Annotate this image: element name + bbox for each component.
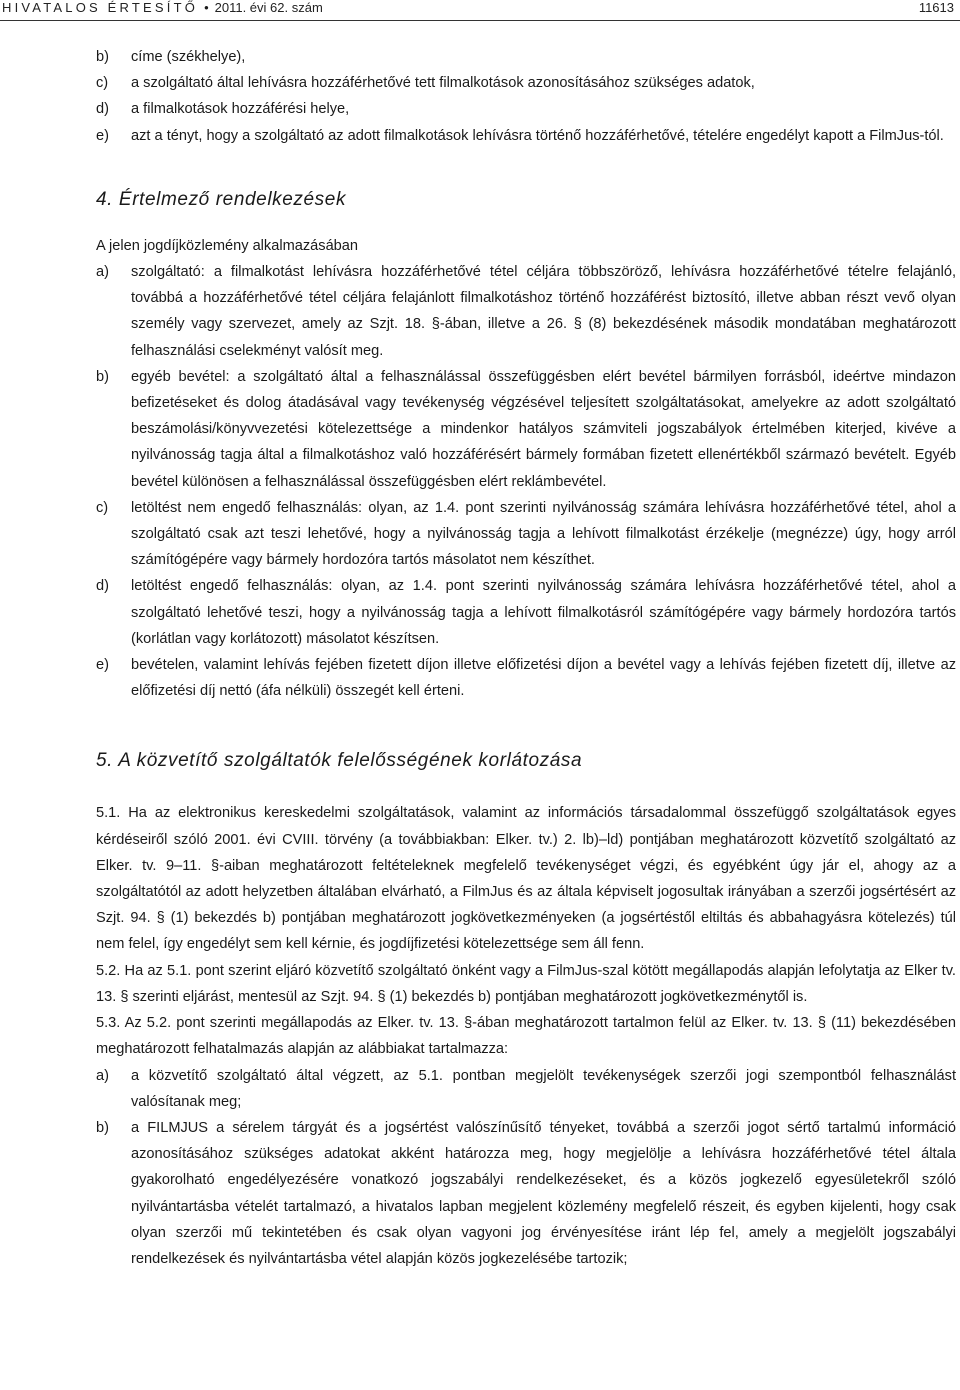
list-item — [96, 96, 956, 122]
item-text: letöltést engedő felhasználás: olyan, az 1.4. pont szerinti nyilvánosság számára lehívásra hozzáférhetővé tétel, ahol a szolgáltató lehetővé teszi, hogy a nyilvánosság tagja a lehívott filmalkotásról számítógépére vagy bármely hordozóra tartós (korlátlan vagy korlátozott) másolatot készítsen. — [131, 578, 956, 647]
item-label: d) — [96, 101, 109, 118]
issue-label: 2011. évi 62. szám — [214, 0, 323, 15]
section-5-heading: 5. A közvetítő szolgáltatók felelősségének korlátozása — [96, 750, 583, 772]
item-text: a szolgáltató által lehívásra hozzáférhetővé tett filmalkotások azonosításához szükséges adatok, — [131, 75, 755, 92]
list-item — [96, 70, 956, 96]
page-number: 11613 — [918, 0, 954, 15]
item-label: a) — [96, 264, 109, 281]
list-item — [96, 1063, 956, 1115]
agreement-list — [96, 1063, 956, 1273]
item-label: b) — [96, 368, 109, 385]
section-4-heading: 4. Értelmező rendelkezések — [96, 188, 347, 210]
paragraph-5-2: 5.2. Ha az 5.1. pont szerint eljáró közvetítő szolgáltató önként vagy a FilmJus-szal kötött megállapodás alapján lefolytatja az Elker tv. 13. § szerinti eljárást, mentesül az Szjt. 94. § (1) bekezdés b) pontjában meghatározott jogkövetkezménytől is. — [96, 962, 956, 1005]
list-item — [96, 652, 956, 704]
document-body — [96, 44, 956, 1272]
item-text: szolgáltató: a filmalkotást lehívásra hozzáférhetővé tétel céljára többszöröző, lehívásra hozzáférhetővé tételre felajánló, továbbá a hozzáférhetővé tétel céljára felajánlott filmalkotáshoz történő hozzáférést biztosító, illetve abban részt vevő olyan személy vagy szervezet, amely az Szjt. 18. §-ában, illetve a 26. § (8) bekezdésének második mondatában meghatározott felhasználási cselekményt valósít meg. — [131, 264, 956, 359]
item-label: d) — [96, 578, 109, 595]
header-separator: • — [204, 0, 209, 15]
item-text: bevételen, valamint lehívás fejében fizetett díjon illetve előfizetési díjon a bevétel vagy a lehívás fejében fizetett díj, illetve az előfizetési díj nettó (áfa nélküli) összegét kell érteni. — [131, 657, 956, 700]
running-head — [2, 0, 323, 15]
item-label: c) — [96, 75, 109, 92]
page-header — [0, 0, 960, 26]
item-text: letöltést nem engedő felhasználás: olyan, az 1.4. pont szerinti nyilvánosság számára lehívásra hozzáférhetővé tétel, ahol a szolgáltató csak azt teszi lehetővé, hogy a nyilvánosság tagja a lehívott filmalkotást érzékelje (megnézze) úgy, hogy arról számítógépére vagy bármely hordozóra tartós másolatot nem készíthet. — [131, 499, 956, 569]
paragraph-5-3: 5.3. Az 5.2. pont szerinti megállapodás az Elker. tv. 13. §-ában meghatározott tartalmon felül az Elker. tv. 13. § (11) bekezdésében meghatározott felhatalmazás alapján az alábbiakat tartalmazza: — [96, 1015, 956, 1058]
definitions-list — [96, 259, 956, 704]
list-item — [96, 1115, 956, 1272]
item-text: a közvetítő szolgáltató által végzett, az 5.1. pontban megjelölt tevékenységek szerzői jogi szempontból felhasználást valósítanak meg; — [131, 1067, 956, 1110]
item-label: e) — [96, 657, 109, 674]
item-text: címe (székhelye), — [131, 49, 246, 65]
item-label: c) — [96, 499, 109, 516]
journal-title: HIVATALOS ÉRTESÍTŐ — [2, 0, 199, 15]
list-item — [96, 44, 956, 70]
item-text: egyéb bevétel: a szolgáltató által a felhasználással összefüggésben elért bevétel bármilyen forrásból, ideértve mindazon befizetéseket és dolog átadásával vagy tevékenység végzésével teljesített szolgáltatásokat, amelyekre az adott szolgáltató beszámolási/könyvvezetési kötelezettsége a mindenkor hatályos számviteli jogszabályok értelmében kiterjed, kivéve a nyilvánosság tagja által a filmalkotáshoz való hozzáférésért bármely formában fizetett ellenértékből származó bevételt. Egyéb bevétel különösen a felhasználással összefüggésben elért reklámbevétel. — [131, 368, 956, 490]
item-text: a filmalkotások hozzáférési helye, — [131, 101, 350, 118]
top-list — [96, 44, 956, 149]
header-rule — [0, 20, 960, 21]
item-text: a FILMJUS a sérelem tárgyát és a jogsértést valószínűsítő tényeket, továbbá a szerzői jogot sértő tartalmú információ azonosításához szükséges adatokat akként határozza meg, hogy megjelölje a lehívásra hozzáférhetővé tétel általa gyakorolható engedélyezésére vonatkozó jogszabályi rendelkezéseket, és a közös jogkezelő egyesületekről szóló nyilvántartásba vételét tartalmazó, a hivatalos lapban megjelent közlemény megfelelő részeit, és egyben kijelenti, hogy csak olyan szerzői mű tekintetében és csak olyan vagyoni jog érvényesítése iránt lép fel, amely a megjelölt jogszabályi rendelkezések és nyilvántartásba vétel alapján közös jogkezelésébe tartozik; — [131, 1119, 956, 1267]
paragraph-5-1: 5.1. Ha az elektronikus kereskedelmi szolgáltatások, valamint az információs társadalommal összefüggő szolgáltatások egyes kérdéseiről szóló 2001. évi CVIII. törvény (a továbbiakban: Elker. tv.) 2. lb)–ld) pontjában meghatározott közvetítő szolgáltató az Elker. tv. 9–11. §-aiban meghatározott feltételeknek megfelelő tevékenységet végzi, és egyébként úgy jár el, ahogy az a szolgáltatótól az adott helyzetben általában elvárható, a FilmJus és az általa képviselt jogosultak irányában a szerzői jogsértésért az Szjt. 94. § (1) bekezdés b) pontjában meghatározott jogkövetkezményeken (a jogsértéstől eltiltás és abbahagyásra kötelezés) túl nem felel, így engedélyt sem kell kérnie, és jogdíjfizetési kötelezettsége sem áll fenn. — [96, 805, 956, 953]
list-item — [96, 364, 956, 495]
item-label: b) — [96, 49, 109, 65]
item-label: a) — [96, 1067, 109, 1084]
list-item — [96, 123, 956, 149]
item-text: azt a tényt, hogy a szolgáltató az adott filmalkotások lehívásra történő hozzáférhetővé, tételére engedélyt kapott a FilmJus-tól. — [131, 127, 944, 144]
list-item — [96, 259, 956, 364]
list-item — [96, 573, 956, 652]
item-label: b) — [96, 1119, 109, 1136]
item-label: e) — [96, 127, 109, 144]
list-item — [96, 495, 956, 574]
section-4-intro: A jelen jogdíjközlemény alkalmazásában — [96, 237, 359, 254]
